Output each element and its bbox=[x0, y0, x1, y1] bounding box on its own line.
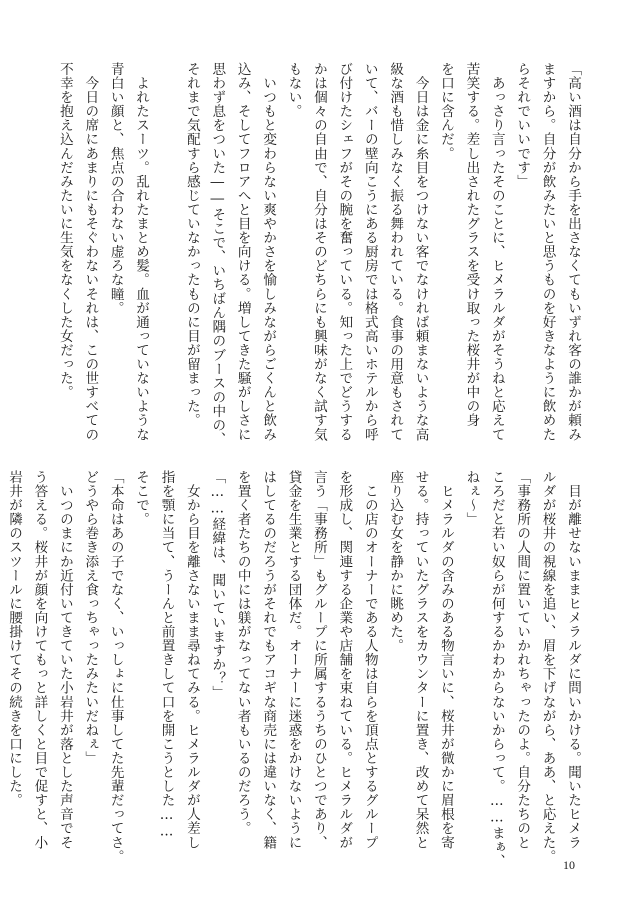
text-line: そこで。 bbox=[133, 470, 150, 527]
text-line: び付けたシェフがその腕を奮っている。知った上でどうする bbox=[336, 62, 353, 442]
text-line: ますから。自分が飲みたいと思うものを好きなように飲めた bbox=[539, 62, 556, 442]
text-line: あっさり言ったそのことに、ヒメラルダがそうねと応えて bbox=[488, 62, 505, 442]
text-line: いつのまにか近付いてきていた小岩井が落とした声音でそ bbox=[56, 470, 73, 850]
text-line: 不幸を抱え込んだみたいに生気をなくした女だった。 bbox=[56, 62, 73, 400]
text-line: 岩井が隣のスツールに腰掛けてその続きを口にした。 bbox=[6, 470, 23, 808]
text-line: 「高い酒は自分から手を出さなくてもいずれ客の誰かが頼み bbox=[565, 62, 581, 442]
text-line: 級な酒も惜しみなく振る舞われている。食事の用意もされて bbox=[387, 62, 404, 442]
text-line: 込み、そしてフロアへと目を向ける。増してきた騒がしさに bbox=[234, 62, 251, 442]
text-line bbox=[26, 62, 51, 462]
text-line: この店のオーナーである人物は自らを頂点とするグループ bbox=[361, 470, 378, 850]
text-line: 指を顎に当て、うーんと前置きして口を開こうとした…… bbox=[158, 470, 175, 841]
text-line: どうやら巻き添え食っちゃったみたいだねぇ」 bbox=[82, 470, 99, 766]
text-line: らそれでいいです」 bbox=[514, 62, 531, 189]
text-line: もない。 bbox=[285, 62, 302, 119]
text-line: 目が離せないままヒメラルダに問いかける。聞いたヒメラ bbox=[565, 470, 581, 850]
text-line: 貸金を生業とする団体だ。オーナーに迷惑をかけないように bbox=[285, 470, 302, 850]
text-line: を口に含んだ。 bbox=[437, 62, 454, 161]
text-line: せる。持っていたグラスをカウンターに置き、改めて呆然と bbox=[412, 470, 429, 850]
text-line bbox=[153, 62, 178, 462]
text-line: よれたスーツ。乱れたまとめ髪。血が通っていないような bbox=[133, 62, 150, 442]
text-line: いつもと変わらない爽やかさを愉しみながらごくんと飲み bbox=[260, 62, 277, 442]
text-line: 言う「事務所」もグループに所属するうちのひとつであり、 bbox=[310, 470, 327, 850]
text-line: 「本命はあの子でなく、いっしょに仕事してた先輩だってさ。 bbox=[107, 470, 124, 864]
text-line: 今日は金に糸目をつけない客でなければ頼まないような高 bbox=[412, 62, 429, 442]
text-line: を置く者たちの中には躾がなってない者もいるのだろう。 bbox=[234, 470, 251, 836]
page-number: 10 bbox=[563, 858, 575, 872]
text-line: いて、バーの壁向こうにある厨房では格式高いホテルから呼 bbox=[361, 62, 378, 442]
text-line: 「……経緯は、聞いていますか？」 bbox=[209, 470, 226, 700]
text-line: う答える。桜井が顔を向けてもっと詳しくと目で促すと、小 bbox=[31, 470, 48, 850]
text-line: 「事務所の人間に置いていかれちゃったのよ。自分たちのと bbox=[514, 470, 531, 850]
text-line: かは個々の自由で、自分はそのどちらにも興味がなく試す気 bbox=[310, 62, 327, 442]
text-line: 女から目を離さないまま尋ねてみる。ヒメラルダが人差し bbox=[183, 470, 200, 850]
text-line bbox=[0, 62, 1, 462]
text-line: 青白い顔と、焦点の合わない虚ろな瞳。 bbox=[107, 62, 124, 315]
text-line: はしてるのだろうがそれでもアコギな商売には違いなく、籍 bbox=[260, 470, 277, 850]
text-line: を形成し、関連する企業や店舗を束ねている。ヒメラルダが bbox=[336, 470, 353, 850]
text-line: ヒメラルダの含みのある物言いに、桜井が微かに眉根を寄 bbox=[437, 470, 454, 850]
text-line: ねぇ～」 bbox=[463, 470, 480, 527]
text-line: ころだと若い奴らが何するかわからないからって。……まぁ、 bbox=[488, 470, 505, 869]
text-line: 思わず息をついた――そこで、いちばん隅のブースの中の、 bbox=[209, 62, 226, 447]
text-line: それまで気配すら感じていなかったものに目が留まった。 bbox=[183, 62, 200, 428]
upper-text-block bbox=[0, 62, 585, 462]
text-line: 今日の席にあまりにもそぐわないそれは、この世すべての bbox=[82, 62, 99, 442]
lower-text-block bbox=[1, 470, 585, 870]
text-line: 座り込む女を静かに眺めた。 bbox=[387, 470, 404, 653]
text-line: 苦笑する。差し出されたグラスを受け取った桜井が中の身 bbox=[463, 62, 480, 428]
text-line bbox=[1, 62, 26, 462]
text-line: ルダが桜井の視線を追い、眉を下げながら、ああ、と応えた。 bbox=[539, 470, 556, 864]
